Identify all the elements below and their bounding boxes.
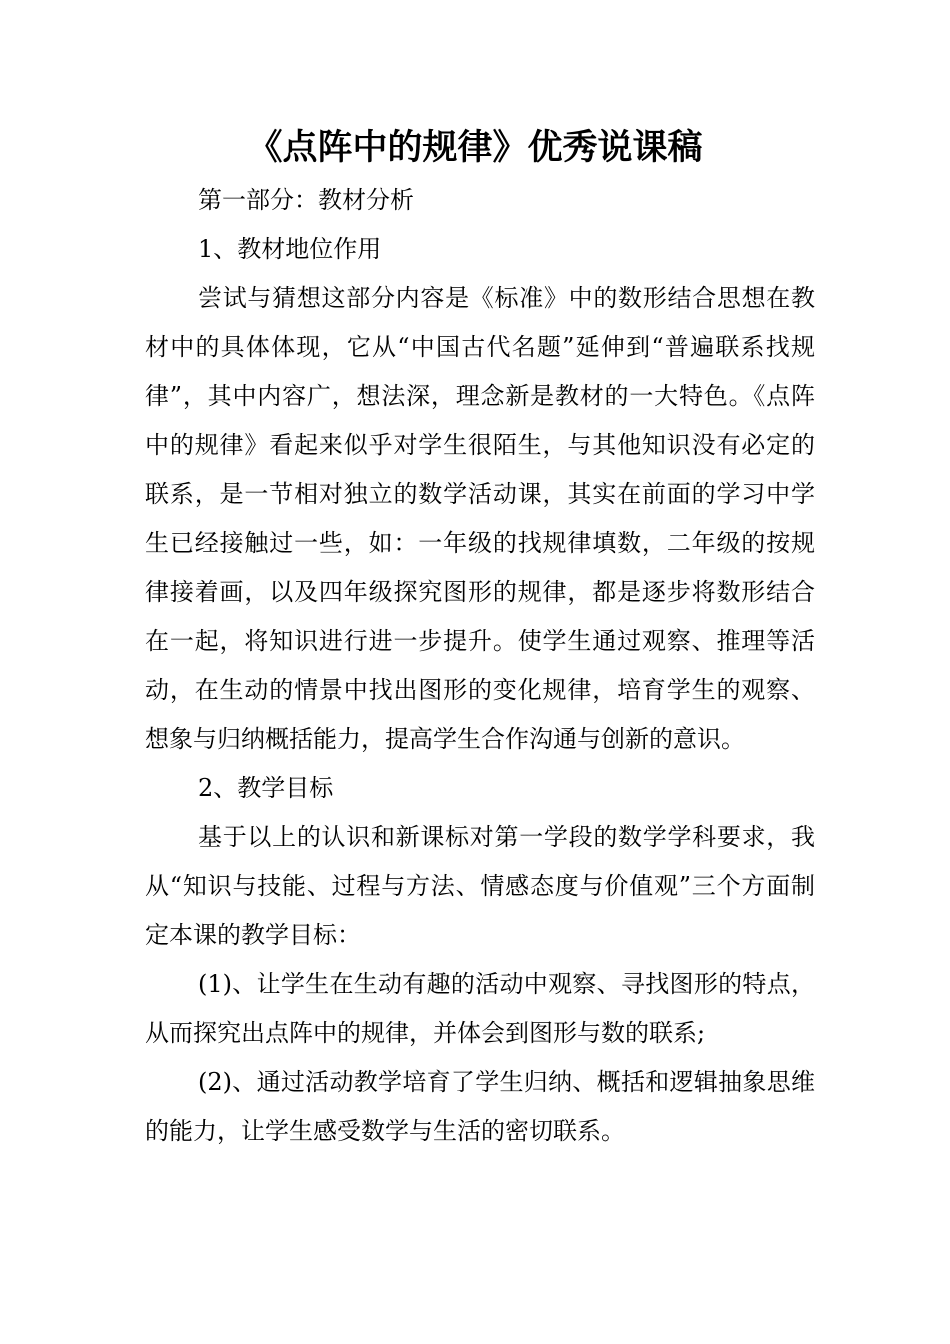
section-heading-2: 2、教学目标 [198, 774, 334, 802]
goal-item-1: (1)、让学生在生动有趣的活动中观察、寻找图形的特点，从而探究出点阵中的规律，并体会到图形与数的联系; [145, 970, 815, 1047]
goal-item-2: (2)、通过活动教学培育了学生归纳、概括和逻辑抽象思维的能力，让学生感受数学与生活的密切联系。 [145, 1068, 815, 1145]
document-title: 《点阵中的规律》优秀说课稿 [247, 128, 703, 168]
section-heading-1: 1、教材地位作用 [198, 235, 382, 263]
section-paragraph-2: 基于以上的认识和新课标对第一学段的数学学科要求，我从“知识与技能、过程与方法、情感态度与价值观”三个方面制定本课的教学目标： [145, 823, 815, 949]
section-paragraph-1: 尝试与猜想这部分内容是《标准》中的数形结合思想在教材中的具体体现，它从“中国古代名题”延伸到“普遍联系找规律”，其中内容广，想法深，理念新是教材的一大特色。《点阵中的规律》看起来似乎对学生很陌生，与其他知识没有必定的联系，是一节相对独立的数学活动课，其实在前面的学习中学生已经接触过一些，如：一年级的找规律填数，二年级的按规律接着画，以及四年级探究图形的规律，都是逐步将数形结合在一起，将知识进行进一步提升。使学生通过观察、推理等活动，在生动的情景中找出图形的变化规律，培育学生的观察、想象与归纳概括能力，提高学生合作沟通与创新的意识。 [145, 284, 815, 753]
document-body [145, 176, 815, 1156]
part-heading: 第一部分：教材分析 [198, 186, 414, 214]
